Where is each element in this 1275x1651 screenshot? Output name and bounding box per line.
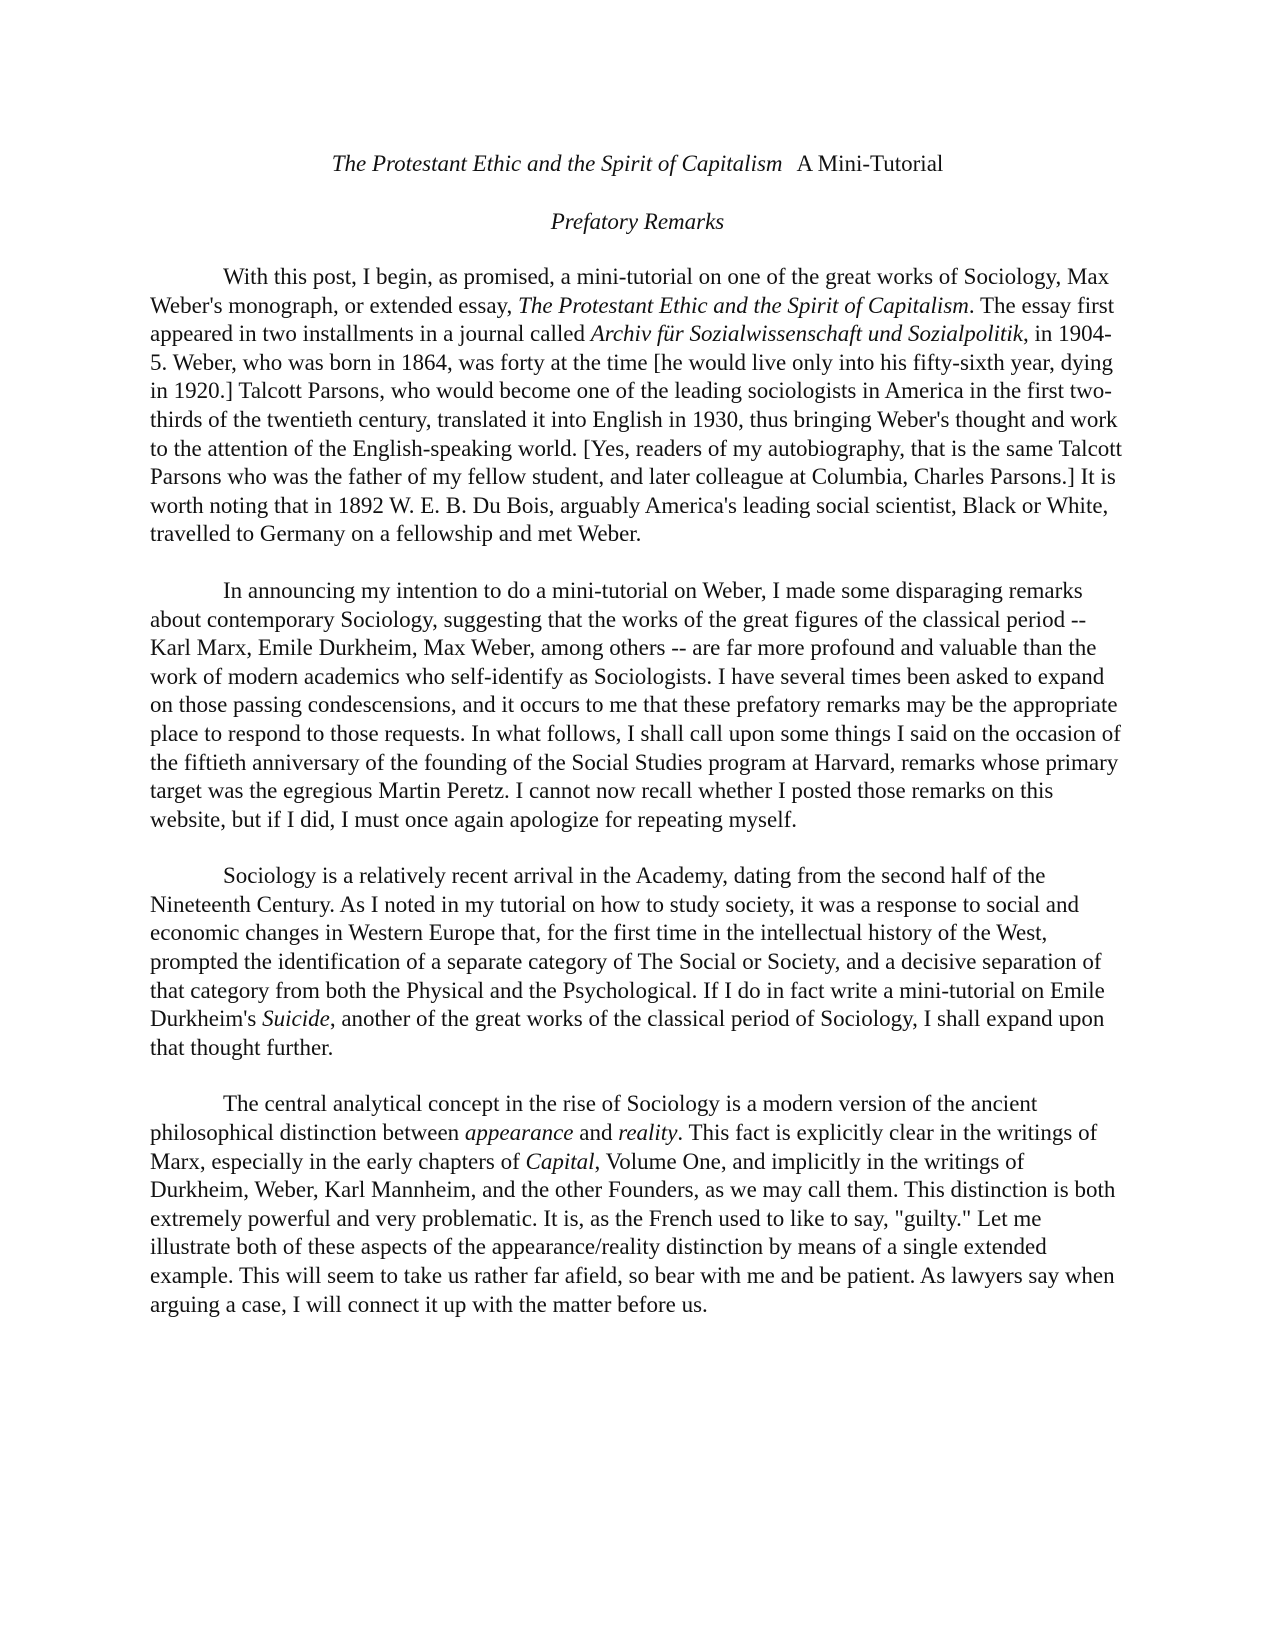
paragraph-text: With this post, I begin, as promised, a mini-tutorial on one of the great works of Sociology, Max Weber's monograph, or extended essay,	[150, 264, 1110, 318]
body-paragraph	[150, 577, 1125, 834]
paragraph-text: , another of the great works of the classical period of Sociology, I shall expand upon that thought further.	[150, 1006, 1105, 1060]
book-title: Capital	[525, 1148, 595, 1174]
title-suffix: A Mini-Tutorial	[796, 151, 944, 176]
body-paragraph	[150, 263, 1125, 549]
document-subtitle: Prefatory Remarks	[550, 209, 725, 234]
paragraph-text: The central analytical concept in the rise of Sociology is a modern version of the ancient philosophical distinction between	[150, 1091, 1038, 1146]
emphasis-text: appearance	[464, 1120, 574, 1146]
emphasis-text: reality	[618, 1120, 678, 1146]
document-page	[150, 150, 1125, 1319]
book-title: The Protestant Ethic and the Spirit of Capitalism	[518, 292, 969, 318]
journal-title: Archiv für Sozialwissenschaft und Sozialpolitik	[590, 321, 1024, 347]
body-paragraph	[150, 862, 1125, 1062]
body-paragraph	[150, 1090, 1125, 1319]
paragraph-text: . This fact is explicitly clear in the writings of Marx, especially in the early chapters of	[150, 1120, 1098, 1174]
paragraph-text: , in 1904-5. Weber, who was born in 1864, was forty at the time [he would live only into his fifty-sixth year, dying in 1920.] Talcott Parsons, who would become one of the leading sociologists in America in the first two-thirds of the twentieth century, translated it into English in 1930, thus bringing Weber's thought and work to the attention of the English-speaking world. [Yes, readers of my autobiography, that is the same Talcott Parsons who was the father of my fellow student, and later colleague at Columbia, Charles Parsons.] It is worth noting that in 1892 W. E. B. Du Bois, arguably America's leading social scientist, Black or White, travelled to Germany on a fellowship and met Weber.	[150, 321, 1123, 547]
paragraph-text: In announcing my intention to do a mini-tutorial on Weber, I made some disparaging remarks about contemporary Sociology, suggesting that the works of the great figures of the classical period -- Karl Marx, Emile Durkheim, Max Weber, among others -- are far more profound and valuable than the work of modern academics who self-identify as Sociologists. I have several times been asked to expand on those passing condescensions, and it occurs to me that these prefatory remarks may be the appropriate place to respond to those requests. In what follows, I shall call upon some things I said on the occasion of the fiftieth anniversary of the founding of the Social Studies program at Harvard, remarks whose primary target was the egregious Martin Peretz. I cannot now recall whether I posted those remarks on this website, but if I did, I must once again apologize for repeating myself.	[150, 577, 1121, 832]
paragraph-text: and	[573, 1120, 619, 1146]
paragraph-text: , Volume One, and implicitly in the writings of Durkheim, Weber, Karl Mannheim, and the other Founders, as we may call them. This distinction is both extremely powerful and very problematic. It is, as the French used to like to say, "guilty." Let me illustrate both of these aspects of the appearance/reality distinction by means of a single extended example. This will seem to take us rather far afield, so bear with me and be patient. As lawyers say when arguing a case, I will connect it up with the matter before us.	[150, 1148, 1116, 1317]
book-title: Suicide	[262, 1006, 330, 1032]
title-italic: The Protestant Ethic and the Spirit of Capitalism	[331, 151, 783, 176]
paragraph-text: . The essay first appeared in two installments in a journal called	[150, 292, 1115, 347]
paragraph-text: Sociology is a relatively recent arrival in the Academy, dating from the second half of the Nineteenth Century. As I noted in my tutorial on how to study society, it was a response to social and economic changes in Western Europe that, for the first time in the intellectual history of the West, prompted the identification of a separate category of The Social or Society, and a decisive separation of that category from both the Physical and the Psychological. If I do in fact write a mini-tutorial on Emile Durkheim's	[150, 863, 1105, 1032]
document-title	[150, 150, 1125, 178]
